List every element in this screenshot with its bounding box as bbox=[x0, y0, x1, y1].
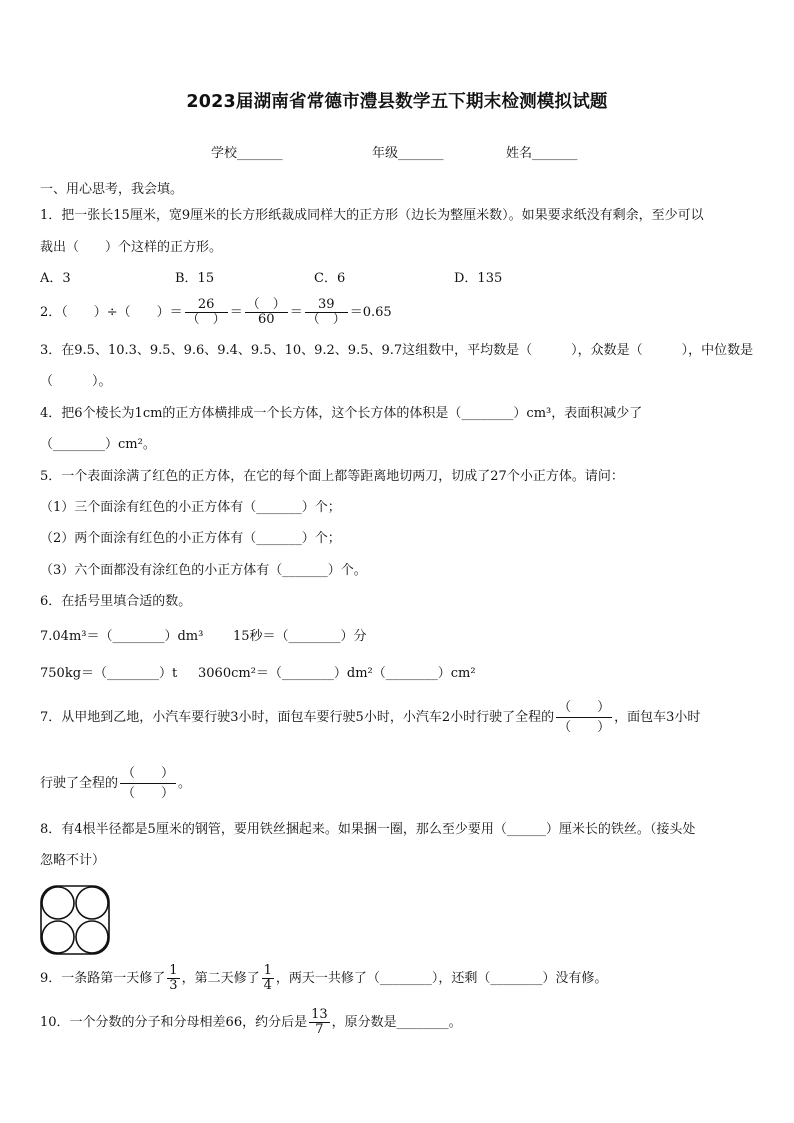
q2-f1-numerator: 26 bbox=[185, 298, 228, 313]
q2-fraction-1 bbox=[185, 298, 228, 327]
q10-fraction bbox=[309, 1008, 330, 1037]
q5-line1: 5．一个表面涂满了红色的正方体，在它的每个面上都等距离地切两刀，切成了27个小正方体。请问： bbox=[40, 469, 624, 484]
q7-fraction-1 bbox=[556, 698, 612, 737]
page-title: 2023届湖南省常德市澧县数学五下期末检测模拟试题 bbox=[186, 92, 608, 112]
q9-line bbox=[40, 964, 607, 993]
pipe-circle bbox=[42, 921, 74, 953]
q2-f3-denominator: （ ） bbox=[306, 312, 346, 327]
q7-fraction-2 bbox=[120, 764, 176, 803]
q2-f1-denominator: （ ） bbox=[186, 312, 226, 327]
q7-text-2: ，面包车3小时 bbox=[614, 710, 701, 725]
q3-line2: （ ）。 bbox=[40, 374, 112, 389]
q10-text-1: 10．一个分数的分子和分母相差66，约分后是 bbox=[40, 1015, 308, 1030]
q4-line2: （________）cm²。 bbox=[40, 437, 156, 452]
q1-option-a: A．3 bbox=[40, 271, 71, 286]
q2-f2-numerator: （ ） bbox=[246, 297, 286, 312]
q7-f2-numerator: （ ） bbox=[120, 764, 176, 784]
q6-item-b: 15秒＝（________）分 bbox=[233, 629, 367, 644]
q2-fraction-3 bbox=[305, 298, 348, 327]
q1-option-d: D．135 bbox=[454, 271, 503, 286]
q5-sub2: （2）两个面涂有红色的小正方体有（_______）个； bbox=[40, 531, 341, 546]
pipe-circle bbox=[76, 921, 108, 953]
q7-f1-numerator: （ ） bbox=[556, 698, 612, 718]
q9-f2-numerator: 1 bbox=[263, 963, 272, 978]
q6-item-d: 3060cm²＝（________）dm²（________）cm² bbox=[198, 666, 476, 681]
q1-line1: 1．把一张长15厘米，宽9厘米的长方形纸裁成同样大的正方形（边长为整厘米数）。如果要求纸没有剩余，至少可以 bbox=[40, 208, 704, 223]
q7-line1 bbox=[40, 698, 700, 737]
q9-fraction-2 bbox=[262, 964, 274, 993]
q6-item-c: 750kg＝（________）t bbox=[40, 666, 178, 681]
q7-text-3: 行驶了全程的 bbox=[40, 776, 119, 791]
q8-line1: 8．有4根半径都是5厘米的钢管，要用铁丝捆起来。如果捆一圈，那么至少要用（______）厘米长的铁丝。（接头处 bbox=[40, 822, 696, 837]
q7-f2-denominator: （ ） bbox=[122, 786, 175, 801]
school-field: 学校_______ bbox=[211, 146, 283, 161]
q10-denominator: 7 bbox=[315, 1022, 324, 1037]
q2-fraction-2 bbox=[245, 298, 288, 327]
q9-f2-denominator: 4 bbox=[263, 978, 272, 993]
q2-f3-numerator: 39 bbox=[305, 298, 348, 313]
q9-text-1: 9．一条路第一天修了 bbox=[40, 971, 166, 986]
q10-text-2: ，原分数是________。 bbox=[331, 1015, 462, 1030]
name-field: 姓名_______ bbox=[506, 146, 578, 161]
q9-fraction-1 bbox=[167, 964, 179, 993]
pipe-circle bbox=[76, 887, 108, 919]
q2-f2-denominator: 60 bbox=[257, 312, 275, 327]
q9-f1-numerator: 1 bbox=[169, 963, 178, 978]
four-pipes-figure bbox=[40, 885, 110, 955]
q1-line2: 裁出（ ）个这样的正方形。 bbox=[40, 240, 223, 255]
q9-text-2: ，第二天修了 bbox=[181, 971, 260, 986]
q1-option-c: C．6 bbox=[314, 271, 346, 286]
pipe-circle bbox=[42, 887, 74, 919]
q9-text-3: ，两天一共修了（________），还剩（________）没有修。 bbox=[275, 971, 608, 986]
q2-equals-1: ＝ bbox=[229, 305, 243, 320]
q4-line1: 4．把6个棱长为1cm的正方体横排成一个长方体，这个长方体的体积是（________）cm³，表面积减少了 bbox=[40, 406, 643, 421]
q7-text-4: 。 bbox=[178, 776, 192, 791]
q8-line2: 忽略不计） bbox=[40, 853, 106, 868]
q7-f1-denominator: （ ） bbox=[558, 720, 611, 735]
q2-prefix: 2．（ ）÷（ ）＝ bbox=[40, 305, 183, 320]
q3-line1: 3．在9.5、10.3、9.5、9.6、9.4、9.5、10、9.2、9.5、9.7这组数中，平均数是（ ），众数是（ ），中位数是 bbox=[40, 343, 754, 358]
q10-line bbox=[40, 1008, 462, 1037]
q5-sub3: （3）六个面都没有涂红色的小正方体有（_______）个。 bbox=[40, 563, 367, 578]
q7-text-1: 7．从甲地到乙地，小汽车要行驶3小时，面包车要行驶5小时，小汽车2小时行驶了全程的 bbox=[40, 710, 555, 725]
q5-sub1: （1）三个面涂有红色的小正方体有（_______）个； bbox=[40, 500, 341, 515]
q2-suffix: ＝0.65 bbox=[349, 305, 392, 320]
binding-wire-outline bbox=[41, 886, 109, 954]
q7-line2 bbox=[40, 764, 191, 803]
q9-f1-denominator: 3 bbox=[169, 978, 178, 993]
q2-equals-2: ＝ bbox=[289, 305, 303, 320]
section-heading: 一、用心思考，我会填。 bbox=[40, 182, 184, 197]
q1-option-b: B．15 bbox=[175, 271, 215, 286]
q6-line1: 6．在括号里填合适的数。 bbox=[40, 594, 192, 609]
grade-field: 年级_______ bbox=[372, 146, 444, 161]
q10-numerator: 13 bbox=[311, 1007, 328, 1022]
q2-line bbox=[40, 298, 392, 327]
q6-item-a: 7.04m³＝（________）dm³ bbox=[40, 629, 204, 644]
